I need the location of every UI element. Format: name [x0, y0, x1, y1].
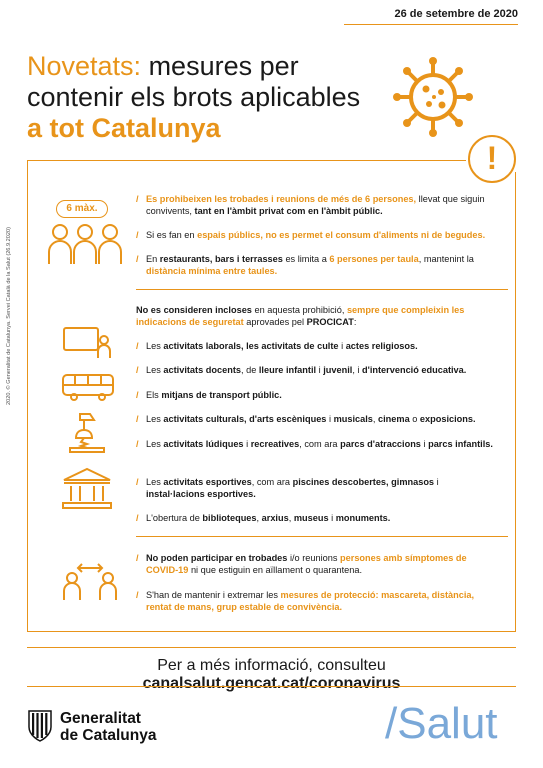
gencat-line2: de Catalunya [60, 727, 157, 744]
publication-date: 26 de setembre de 2020 [394, 8, 518, 20]
alert-icon: ! [468, 135, 516, 183]
text-run: persones amb símptomes de COVID-19 [146, 553, 467, 575]
text-run: , [288, 513, 294, 523]
bullet-slash: / [136, 194, 139, 204]
text-run: i [420, 439, 429, 449]
text-run: activitats docents [163, 365, 241, 375]
text-run: actes religiosos. [345, 341, 418, 351]
footer-divider-bottom [27, 686, 516, 687]
list-item [136, 413, 494, 425]
text-run: En [146, 254, 160, 264]
text-run: , com ara [299, 439, 341, 449]
text-run: , [256, 513, 262, 523]
text-run: distància mínima entre taules. [146, 266, 278, 276]
bullet-slash: / [136, 439, 139, 449]
text-run: exposicions. [419, 414, 476, 424]
bullet-slash: / [136, 365, 139, 375]
text-run: parcs d'atraccions [340, 439, 421, 449]
text-run: en aquesta prohibició, [251, 305, 347, 315]
text-run: : [353, 317, 357, 327]
text-run: juvenil [323, 365, 353, 375]
text-run: Es prohibeixen les trobades i reunions de més de 6 persones, [146, 194, 417, 204]
text-run: llevat que siguin convivents, [146, 194, 485, 216]
bullet-slash: / [136, 414, 139, 424]
bullet-slash: / [136, 477, 139, 487]
text-run: Les [146, 365, 164, 375]
list-item [136, 364, 494, 376]
text-run: recreatives [250, 439, 300, 449]
text-run: i [338, 341, 346, 351]
more-info-prefix: Per a més informació, consulteu [157, 657, 386, 674]
text-run: biblioteques [202, 513, 257, 523]
text-run: PROCICAT [306, 317, 354, 327]
canalsalut-link[interactable]: canalsalut.gencat.cat/coronavirus [142, 675, 401, 692]
list-item [136, 589, 494, 613]
text-run: activitats lúdiques [163, 439, 244, 449]
list-item [136, 253, 494, 277]
list-item [136, 193, 494, 217]
text-run: , i [352, 365, 363, 375]
exceptions-intro [136, 304, 494, 328]
text-run: activitats culturals, d'arts escèniques [163, 414, 327, 424]
text-run: parcs infantils. [428, 439, 493, 449]
bullet-slash: / [136, 590, 139, 600]
bus-icon [60, 372, 116, 402]
text-run: Les [146, 439, 164, 449]
text-run: , [372, 414, 379, 424]
list-item [136, 512, 494, 524]
text-run: L'obertura de [146, 513, 203, 523]
text-run: activitats esportives [163, 477, 252, 487]
bullet-slash: / [136, 341, 139, 351]
text-run: es limita a [282, 254, 330, 264]
presentation-board-icon [62, 325, 114, 359]
date-underline [344, 24, 518, 25]
title-line2: contenir els brots aplicables [27, 82, 361, 112]
list-item [136, 340, 494, 352]
text-run: restaurants, bars i terrasses [159, 254, 283, 264]
text-run: Els [146, 390, 162, 400]
text-run: arxius [261, 513, 289, 523]
bullet-slash: / [136, 390, 139, 400]
text-run: , mantenint la [418, 254, 474, 264]
text-run: cinema [378, 414, 410, 424]
text-run: i [243, 439, 251, 449]
list-item [136, 229, 494, 241]
generalitat-name [60, 710, 156, 744]
playground-spring-rider-icon [66, 410, 108, 454]
text-run: No poden participar en trobades [146, 553, 288, 563]
list-item [136, 476, 494, 500]
gencat-line1: Generalitat [60, 710, 141, 727]
text-run: lleure infantil [258, 365, 317, 375]
text-run: i [328, 513, 336, 523]
page-title [27, 51, 397, 144]
text-run: aprovades pel [243, 317, 307, 327]
text-run: sempre que compleixin les indicacions de seguretat [136, 305, 465, 327]
text-run: mitjans de transport públic. [161, 390, 282, 400]
bullet-slash: / [136, 513, 139, 523]
list-item [136, 438, 494, 450]
max-six-badge: 6 màx. [56, 200, 108, 218]
text-run: S'han de mantenir i extremar les [146, 590, 281, 600]
title-line1-rest: mesures per [141, 51, 299, 81]
text-run: Les [146, 477, 164, 487]
text-run: tant en l'àmbit privat com en l'àmbit públic. [194, 206, 383, 216]
text-run: activitats laborals, les activitats de culte [163, 341, 339, 351]
text-run: i/o reunions [287, 553, 341, 563]
bullet-slash: / [136, 254, 139, 264]
footer-divider-top [27, 647, 516, 648]
text-run: i [434, 477, 439, 487]
text-run: , com ara [251, 477, 293, 487]
list-item [136, 552, 494, 576]
text-run: instal·lacions esportives. [146, 489, 256, 499]
section-divider-2 [136, 536, 508, 537]
generalitat-logo-icon [27, 709, 53, 743]
text-run: museus [293, 513, 329, 523]
copyright-credit: 2020. © Generalitat de Catalunya. Servei Català de la Salut (26.9.2020) [6, 227, 12, 405]
text-run: Les [146, 341, 164, 351]
text-run: Les [146, 414, 164, 424]
virus-icon [392, 56, 474, 138]
social-distance-icon [60, 562, 120, 602]
text-run: monuments. [335, 513, 391, 523]
text-run: d'intervenció educativa. [362, 365, 467, 375]
text-run: ni que estiguin en aïllament o quarantena. [188, 565, 363, 575]
text-run: o [409, 414, 420, 424]
text-run: i [326, 414, 334, 424]
text-run: mesures de protecció: mascareta, distància, rentat de mans, grup estable de convivència. [146, 590, 475, 612]
text-run: Si es fan en [146, 230, 198, 240]
text-run: i [316, 365, 324, 375]
text-run: , de [240, 365, 259, 375]
bullet-slash: / [136, 230, 139, 240]
more-info [27, 657, 516, 693]
section-divider-1 [136, 289, 508, 290]
title-novetats: Novetats: [27, 51, 142, 81]
salut-logo: /Salut [385, 699, 498, 748]
people-group-icon [46, 222, 124, 266]
title-line3: a tot Catalunya [27, 113, 221, 143]
text-run: 6 persones per taula [329, 254, 419, 264]
text-run: No es consideren incloses [136, 305, 252, 315]
bullet-slash: / [136, 553, 139, 563]
museum-building-icon [60, 466, 114, 510]
text-run: piscines descobertes, gimnasos [292, 477, 435, 487]
text-run: espais públics, no es permet el consum d'aliments ni de begudes. [197, 230, 486, 240]
list-item [136, 389, 494, 401]
text-run: musicals [333, 414, 373, 424]
